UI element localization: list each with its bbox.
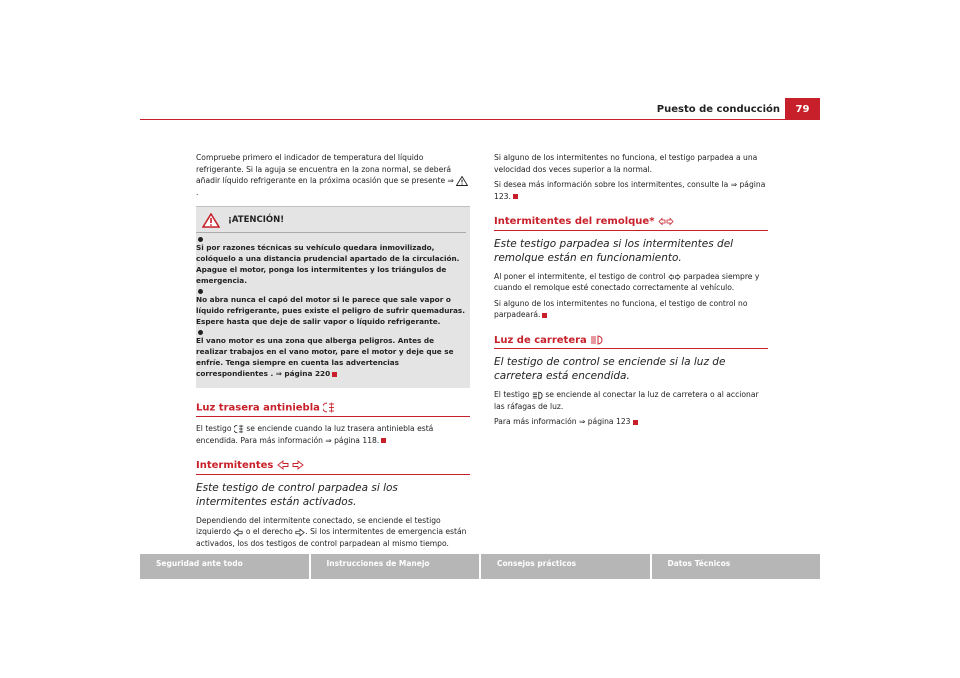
bullet-icon [198, 330, 203, 335]
trailer-subtitle: Este testigo parpadea si los intermitentes del remolque están en funcionamiento. [494, 237, 734, 264]
bullet-icon [198, 237, 203, 242]
trailer-turn-signal-icon [668, 273, 681, 281]
warning-item: El vano motor es una zona que alberga peligros. Antes de realizar trabajos en el vano motor, pare el motor y deje que se enfríe. Tenga siempre en cuenta las advertencias correspondientes . ⇒ página 220 [196, 330, 466, 379]
warning-triangle-icon [456, 176, 468, 186]
end-mark-icon [513, 194, 518, 199]
footer-nav [140, 554, 820, 579]
rear-fog-light-icon [234, 424, 244, 434]
turn-signals-paragraph: Dependiendo del intermitente conectado, se enciende el testigo izquierdo o el derecho . Si los intermitentes de emergencia están activados, los dos testigos de control parpadean al mismo tiempo. [196, 515, 467, 548]
section-title-turn-signals: Intermitentes [196, 460, 470, 475]
high-beam-paragraph: El testigo se enciende al conectar la luz de carretera o al accionar las ráfagas de luz. [494, 390, 759, 411]
trailer-turn-signal-icon [658, 217, 674, 226]
high-beam-info-paragraph: Para más información ⇒ página 123 [494, 416, 768, 428]
section-title-high-beam: Luz de carretera [494, 335, 768, 350]
warning-box [196, 206, 470, 388]
high-beam-subtitle: El testigo de control se enciende si la luz de carretera está encendida. [494, 356, 726, 382]
intro-text: Compruebe primero el indicador de temperatura del líquido refrigerante. Si la aguja se encuentra en la zona normal, se deberá añadir líquido refrigerante en la próxima ocasión que se presente ⇒ [196, 153, 454, 185]
footer-tab-operating-instructions[interactable]: Instrucciones de Manejo [311, 554, 480, 579]
turn-signal-right-icon [295, 528, 305, 537]
turn-signals-subtitle: Este testigo de control parpadea si los intermitentes están activados. [196, 481, 398, 508]
footer-tab-technical-data[interactable]: Datos Técnicos [652, 554, 821, 579]
section-title-trailer: Intermitentes del remolque* [494, 216, 768, 231]
left-column [196, 152, 470, 553]
turn-signal-right-icon [292, 460, 304, 470]
turn-signal-left-icon [233, 528, 243, 537]
bullet-icon [198, 289, 203, 294]
footer-tab-practical-tips[interactable]: Consejos prácticos [481, 554, 650, 579]
trailer-failure-paragraph: Si alguno de los intermitentes no funciona, el testigo de control no parpadeará. [494, 298, 748, 319]
end-mark-icon [381, 438, 386, 443]
rear-fog-light-icon [323, 402, 335, 413]
header-rule [140, 119, 820, 120]
end-mark-icon [542, 313, 547, 318]
right-column [494, 152, 768, 432]
turn-signal-left-icon [277, 460, 289, 470]
footer-tab-safety[interactable]: Seguridad ante todo [140, 554, 309, 579]
intro-paragraph: Compruebe primero el indicador de temperatura del líquido refrigerante. Si la aguja se encuentra en la zona normal, se deberá añadir líquido refrigerante en la próxima ocasión que se presente ⇒ . [196, 152, 470, 198]
trailer-paragraph: Al poner el intermitente, el testigo de control parpadea siempre y cuando el remolque esté conectado correctamente al vehículo. [494, 271, 760, 292]
turn-failure-paragraph: Si alguno de los intermitentes no funciona, el testigo parpadea a una velocidad dos veces superior a la normal. [494, 153, 758, 174]
warning-title: ¡ATENCIÓN! [228, 214, 285, 225]
high-beam-icon [590, 335, 603, 345]
turn-info-paragraph: Si desea más información sobre los intermitentes, consulte la ⇒ página 123. [494, 180, 766, 201]
end-mark-icon [332, 372, 337, 377]
end-mark-icon [633, 420, 638, 425]
page-header-title: Puesto de conducción [656, 104, 780, 115]
warning-item: Si por razones técnicas su vehículo quedara inmovilizado, colóquelo a una distancia prudencial apartado de la circulación. Apague el motor, ponga los intermitentes y los triángulos de emergencia. [196, 237, 466, 286]
fog-paragraph: El testigo se enciende cuando la luz trasera antiniebla está encendida. Para más información ⇒ página 118. [196, 424, 434, 445]
page-number: 79 [785, 98, 820, 120]
warning-header [196, 213, 466, 233]
section-title-fog: Luz trasera antiniebla [196, 402, 470, 417]
high-beam-icon [532, 391, 543, 400]
warning-item: No abra nunca el capó del motor si le parece que sale vapor o líquido refrigerante, pues existe el peligro de sufrir quemaduras. Espere hasta que deje de salir vapor o líquido refrigerante. [196, 289, 466, 327]
warning-triangle-icon [202, 213, 220, 228]
